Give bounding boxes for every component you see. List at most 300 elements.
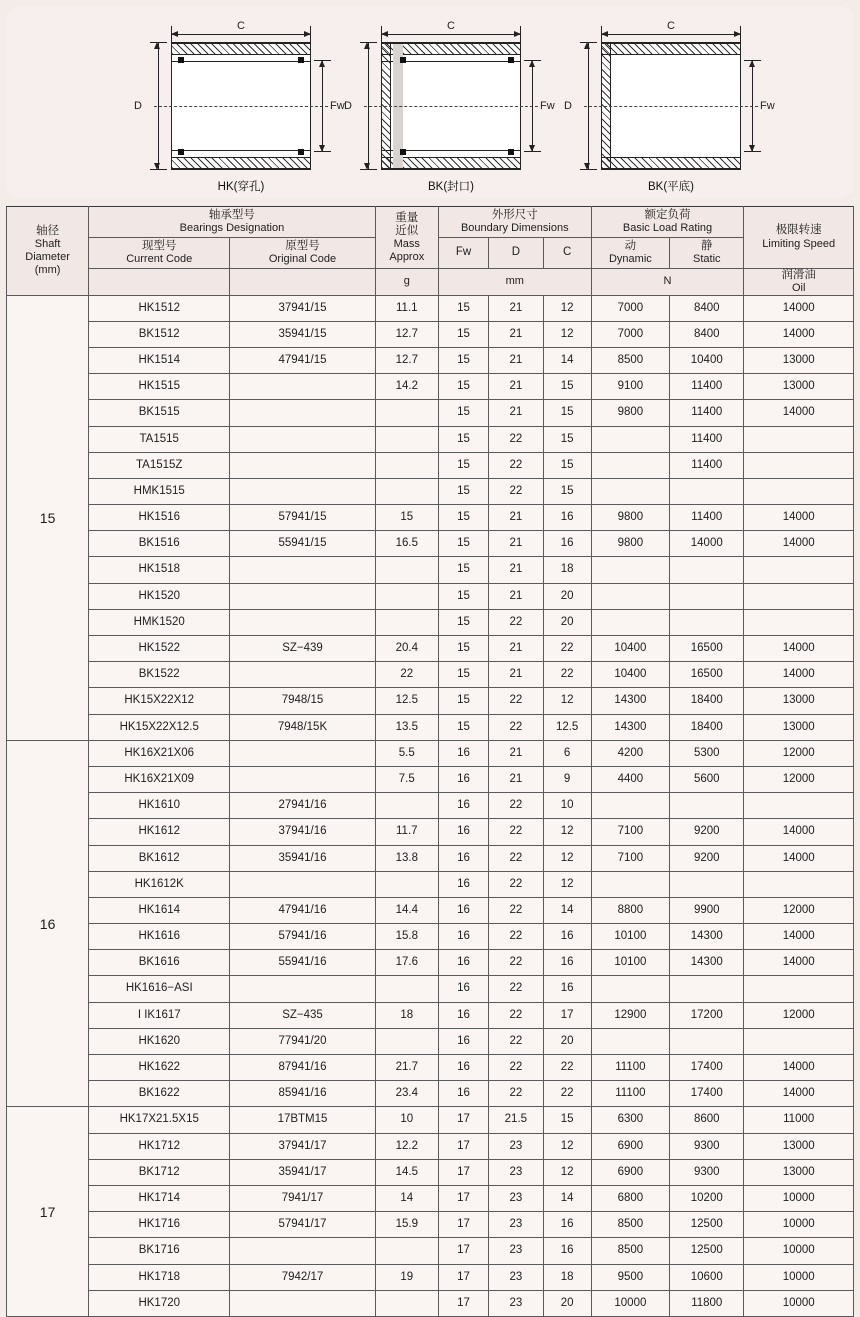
cell-d: 22: [489, 1055, 544, 1081]
table-row: [7, 950, 854, 976]
cell-dynamic-load: 10100: [591, 950, 669, 976]
cell-current-code: HK1716: [89, 1212, 230, 1238]
cell-limiting-speed: 10000: [744, 1238, 854, 1264]
cell-mass: 14.4: [375, 897, 438, 923]
dimension-c: [601, 20, 741, 38]
dimension-d-label: D: [344, 100, 352, 112]
cell-mass: 11.1: [375, 295, 438, 321]
table-row: [7, 452, 854, 478]
table-row: [7, 1133, 854, 1159]
cell-current-code: HK1610: [89, 793, 230, 819]
dimension-fw-label: Fw: [330, 100, 345, 112]
table-body: [7, 295, 854, 1316]
cell-static-load: 17200: [670, 1002, 744, 1028]
cell-original-code: [230, 400, 375, 426]
cell-fw: 16: [438, 819, 488, 845]
cell-limiting-speed: 12000: [744, 740, 854, 766]
cell-dynamic-load: 7000: [591, 295, 669, 321]
cell-limiting-speed: 13000: [744, 1133, 854, 1159]
cell-fw: 16: [438, 740, 488, 766]
cell-current-code: HK1714: [89, 1185, 230, 1211]
cell-mass: 14.2: [375, 374, 438, 400]
dimension-c-label: C: [443, 20, 459, 32]
cell-mass: 22: [375, 662, 438, 688]
table-row: [7, 662, 854, 688]
cell-mass: [375, 426, 438, 452]
cell-limiting-speed: 13000: [744, 714, 854, 740]
cell-c: 15: [543, 426, 591, 452]
cell-original-code: SZ−439: [230, 636, 375, 662]
table-row: [7, 505, 854, 531]
cell-static-load: 12500: [670, 1238, 744, 1264]
cell-mass: 12.7: [375, 347, 438, 373]
cell-fw: 15: [438, 714, 488, 740]
cell-current-code: HK16X21X06: [89, 740, 230, 766]
header-current-code: 现型号 Current Code: [89, 237, 230, 268]
cell-dynamic-load: 4400: [591, 766, 669, 792]
cell-fw: 16: [438, 950, 488, 976]
cell-original-code: [230, 1238, 375, 1264]
cell-dynamic-load: 9100: [591, 374, 669, 400]
cell-mass: 12.7: [375, 321, 438, 347]
dimension-c: [381, 20, 521, 38]
cell-limiting-speed: 13000: [744, 688, 854, 714]
cell-original-code: 35941/15: [230, 321, 375, 347]
cell-current-code: HK15X22X12: [89, 688, 230, 714]
cell-c: 22: [543, 1055, 591, 1081]
table-row: [7, 321, 854, 347]
cell-original-code: 77941/20: [230, 1028, 375, 1054]
table-head: [7, 207, 854, 296]
cell-mass: [375, 583, 438, 609]
cell-dynamic-load: 8500: [591, 1238, 669, 1264]
cell-static-load: [670, 478, 744, 504]
table-row: [7, 1238, 854, 1264]
cell-c: 10: [543, 793, 591, 819]
cell-fw: 16: [438, 871, 488, 897]
table-row: [7, 766, 854, 792]
cell-fw: 15: [438, 321, 488, 347]
cell-c: 12: [543, 819, 591, 845]
cell-current-code: HK1720: [89, 1290, 230, 1316]
cell-current-code: HK1718: [89, 1264, 230, 1290]
cell-current-code: TA1515Z: [89, 452, 230, 478]
cell-dynamic-load: 7100: [591, 845, 669, 871]
cell-dynamic-load: 7000: [591, 321, 669, 347]
header-dynamic: 动 Dynamic: [591, 237, 669, 268]
cell-limiting-speed: 14000: [744, 400, 854, 426]
cell-static-load: 14000: [670, 531, 744, 557]
cell-mass: [375, 1028, 438, 1054]
table-row: [7, 347, 854, 373]
table-row: [7, 897, 854, 923]
cell-original-code: SZ−435: [230, 1002, 375, 1028]
cell-fw: 17: [438, 1264, 488, 1290]
cell-static-load: [670, 1028, 744, 1054]
cell-mass: 10: [375, 1107, 438, 1133]
cell-c: 15: [543, 374, 591, 400]
cell-current-code: HMK1515: [89, 478, 230, 504]
unit-original-code: [230, 268, 375, 295]
figure-bk-flat-bottom: [556, 12, 786, 194]
cell-current-code: HK1515: [89, 374, 230, 400]
cell-c: 22: [543, 662, 591, 688]
cell-original-code: [230, 374, 375, 400]
cell-limiting-speed: 13000: [744, 347, 854, 373]
cell-original-code: 57941/17: [230, 1212, 375, 1238]
cell-mass: [375, 976, 438, 1002]
cell-mass: 15.8: [375, 924, 438, 950]
cell-dynamic-load: [591, 557, 669, 583]
cell-limiting-speed: 13000: [744, 1159, 854, 1185]
cell-static-load: 5600: [670, 766, 744, 792]
cell-limiting-speed: 10000: [744, 1290, 854, 1316]
table-row: [7, 740, 854, 766]
cell-dynamic-load: 8500: [591, 1212, 669, 1238]
header-shaft-diameter: 轴径 Shaft Diameter (mm): [7, 207, 89, 296]
cell-limiting-speed: [744, 557, 854, 583]
cell-c: 12: [543, 1159, 591, 1185]
cell-current-code: HK1620: [89, 1028, 230, 1054]
cell-static-load: [670, 609, 744, 635]
cell-dynamic-load: 10000: [591, 1290, 669, 1316]
cell-limiting-speed: 12000: [744, 897, 854, 923]
cell-d: 22: [489, 871, 544, 897]
cell-d: 22: [489, 793, 544, 819]
header-fw: Fw: [438, 237, 488, 268]
cell-fw: 15: [438, 347, 488, 373]
cell-c: 14: [543, 1185, 591, 1211]
table-row: [7, 400, 854, 426]
cell-mass: [375, 557, 438, 583]
cell-fw: 15: [438, 426, 488, 452]
bearing-section: [171, 42, 311, 170]
cell-dynamic-load: [591, 976, 669, 1002]
cell-fw: 15: [438, 609, 488, 635]
cell-dynamic-load: 14300: [591, 688, 669, 714]
cell-fw: 15: [438, 557, 488, 583]
cell-c: 22: [543, 1081, 591, 1107]
catalog-page: [0, 6, 860, 1309]
cell-c: 20: [543, 609, 591, 635]
cell-fw: 16: [438, 845, 488, 871]
cell-current-code: HK1522: [89, 636, 230, 662]
cell-fw: 15: [438, 452, 488, 478]
table-row: [7, 426, 854, 452]
cell-current-code: BK1622: [89, 1081, 230, 1107]
cell-fw: 16: [438, 1028, 488, 1054]
cell-static-load: [670, 583, 744, 609]
cell-c: 15: [543, 452, 591, 478]
table-row: [7, 1290, 854, 1316]
cell-dynamic-load: 6900: [591, 1159, 669, 1185]
cell-dynamic-load: [591, 1028, 669, 1054]
cell-mass: [375, 1238, 438, 1264]
bearing-section: [381, 42, 521, 170]
shaft-diameter-cell: 16: [7, 740, 89, 1107]
cell-fw: 16: [438, 1002, 488, 1028]
cell-c: 17: [543, 1002, 591, 1028]
cell-d: 21: [489, 740, 544, 766]
cell-limiting-speed: 14000: [744, 1055, 854, 1081]
cell-dynamic-load: [591, 871, 669, 897]
cell-original-code: 47941/16: [230, 897, 375, 923]
table-row: [7, 1055, 854, 1081]
cell-static-load: 9900: [670, 897, 744, 923]
header-bearings-designation: 轴承型号 Bearings Designation: [89, 207, 376, 238]
cell-c: 16: [543, 924, 591, 950]
cell-fw: 15: [438, 531, 488, 557]
cell-fw: 15: [438, 478, 488, 504]
cell-dynamic-load: 9500: [591, 1264, 669, 1290]
cell-c: 20: [543, 583, 591, 609]
cell-static-load: 11800: [670, 1290, 744, 1316]
cell-dynamic-load: 11100: [591, 1081, 669, 1107]
cell-static-load: [670, 976, 744, 1002]
cell-dynamic-load: 12900: [591, 1002, 669, 1028]
cell-current-code: BK1716: [89, 1238, 230, 1264]
table-row: [7, 1107, 854, 1133]
cell-fw: 17: [438, 1159, 488, 1185]
cell-fw: 17: [438, 1238, 488, 1264]
cell-c: 12: [543, 295, 591, 321]
cell-original-code: 87941/16: [230, 1055, 375, 1081]
cell-current-code: HK1516: [89, 505, 230, 531]
cell-mass: 12.2: [375, 1133, 438, 1159]
cell-fw: 15: [438, 374, 488, 400]
header-static: 静 Static: [670, 237, 744, 268]
dimension-c: [171, 20, 311, 38]
cell-original-code: 37941/16: [230, 819, 375, 845]
cell-d: 23: [489, 1238, 544, 1264]
table-row: [7, 636, 854, 662]
cell-mass: 18: [375, 1002, 438, 1028]
cell-limiting-speed: 14000: [744, 845, 854, 871]
cell-limiting-speed: 14000: [744, 662, 854, 688]
cell-limiting-speed: 14000: [744, 924, 854, 950]
cell-fw: 17: [438, 1290, 488, 1316]
cell-fw: 16: [438, 976, 488, 1002]
cell-static-load: 11400: [670, 400, 744, 426]
cell-mass: [375, 452, 438, 478]
cell-dynamic-load: 8500: [591, 347, 669, 373]
header-boundary-dimensions: 外形尺寸 Boundary Dimensions: [438, 207, 591, 238]
cell-original-code: [230, 478, 375, 504]
cell-limiting-speed: 11000: [744, 1107, 854, 1133]
cell-d: 21: [489, 347, 544, 373]
table-row: [7, 819, 854, 845]
cell-fw: 16: [438, 766, 488, 792]
cell-current-code: HK17X21.5X15: [89, 1107, 230, 1133]
cell-mass: 14: [375, 1185, 438, 1211]
cell-dynamic-load: 4200: [591, 740, 669, 766]
cell-current-code: BK1512: [89, 321, 230, 347]
cell-d: 22: [489, 950, 544, 976]
cell-c: 6: [543, 740, 591, 766]
table-row: [7, 793, 854, 819]
cell-c: 14: [543, 897, 591, 923]
cell-limiting-speed: 14000: [744, 950, 854, 976]
cell-static-load: 17400: [670, 1055, 744, 1081]
cell-c: 12: [543, 1133, 591, 1159]
cell-d: 21.5: [489, 1107, 544, 1133]
cell-mass: 15: [375, 505, 438, 531]
cell-limiting-speed: 14000: [744, 505, 854, 531]
cell-d: 21: [489, 321, 544, 347]
cell-static-load: 10200: [670, 1185, 744, 1211]
cell-dynamic-load: [591, 426, 669, 452]
cell-mass: [375, 871, 438, 897]
cell-mass: [375, 793, 438, 819]
cell-current-code: HK16X21X09: [89, 766, 230, 792]
figure-hk-drawn-cup: [126, 12, 356, 194]
cell-dynamic-load: [591, 452, 669, 478]
shaft-diameter-cell: 15: [7, 295, 89, 740]
cell-original-code: [230, 452, 375, 478]
cell-static-load: 18400: [670, 688, 744, 714]
cell-static-load: 8400: [670, 321, 744, 347]
cell-fw: 16: [438, 897, 488, 923]
cell-fw: 15: [438, 583, 488, 609]
cell-d: 21: [489, 374, 544, 400]
cell-dynamic-load: 14300: [591, 714, 669, 740]
cell-c: 20: [543, 1290, 591, 1316]
header-units-row: [7, 268, 854, 295]
cell-static-load: 8600: [670, 1107, 744, 1133]
cell-fw: 16: [438, 1081, 488, 1107]
cell-original-code: [230, 583, 375, 609]
cell-d: 21: [489, 583, 544, 609]
cell-current-code: HMK1520: [89, 609, 230, 635]
dimension-fw-label: Fw: [760, 100, 775, 112]
cell-d: 21: [489, 636, 544, 662]
cell-d: 23: [489, 1290, 544, 1316]
table-row: [7, 295, 854, 321]
cell-current-code: HK1616: [89, 924, 230, 950]
cell-original-code: 37941/17: [230, 1133, 375, 1159]
unit-current-code: [89, 268, 230, 295]
table-row: [7, 688, 854, 714]
cell-d: 21: [489, 295, 544, 321]
cell-limiting-speed: [744, 1028, 854, 1054]
cell-d: 21: [489, 400, 544, 426]
cell-fw: 15: [438, 295, 488, 321]
cell-static-load: 9200: [670, 845, 744, 871]
cell-c: 14: [543, 347, 591, 373]
unit-boundary-mm: mm: [438, 268, 591, 295]
cell-dynamic-load: 6300: [591, 1107, 669, 1133]
cell-limiting-speed: 10000: [744, 1212, 854, 1238]
cell-c: 9: [543, 766, 591, 792]
bearing-spec-table: [6, 206, 854, 1317]
cell-c: 15: [543, 478, 591, 504]
figure-caption: BK(封口): [428, 181, 474, 193]
dimension-d-label: D: [564, 100, 572, 112]
cell-static-load: 11400: [670, 426, 744, 452]
table-row: [7, 924, 854, 950]
cell-original-code: 85941/16: [230, 1081, 375, 1107]
cell-current-code: HK1512: [89, 295, 230, 321]
cell-c: 16: [543, 976, 591, 1002]
cell-current-code: BK1616: [89, 950, 230, 976]
cell-original-code: [230, 426, 375, 452]
cell-mass: [375, 609, 438, 635]
cell-original-code: 55941/15: [230, 531, 375, 557]
cell-current-code: HK1518: [89, 557, 230, 583]
table-row: [7, 1212, 854, 1238]
cell-mass: 13.8: [375, 845, 438, 871]
cell-original-code: 7942/17: [230, 1264, 375, 1290]
cell-fw: 15: [438, 505, 488, 531]
cell-static-load: [670, 793, 744, 819]
header-basic-load-rating: 额定负荷 Basic Load Rating: [591, 207, 744, 238]
cell-static-load: 16500: [670, 662, 744, 688]
cell-d: 22: [489, 478, 544, 504]
cell-dynamic-load: 8800: [591, 897, 669, 923]
cell-c: 12: [543, 871, 591, 897]
cell-static-load: 10600: [670, 1264, 744, 1290]
cell-d: 21: [489, 662, 544, 688]
table-row: [7, 557, 854, 583]
cell-static-load: 9200: [670, 819, 744, 845]
cell-limiting-speed: [744, 583, 854, 609]
unit-mass: g: [375, 268, 438, 295]
cell-mass: 19: [375, 1264, 438, 1290]
cell-original-code: 35941/16: [230, 845, 375, 871]
cell-original-code: 17BTM15: [230, 1107, 375, 1133]
cell-limiting-speed: 13000: [744, 374, 854, 400]
cell-d: 22: [489, 1028, 544, 1054]
cell-original-code: [230, 871, 375, 897]
cell-dynamic-load: [591, 583, 669, 609]
cell-mass: 23.4: [375, 1081, 438, 1107]
cell-mass: 21.7: [375, 1055, 438, 1081]
cell-static-load: 14300: [670, 950, 744, 976]
cell-current-code: HK1616−ASI: [89, 976, 230, 1002]
cell-static-load: [670, 871, 744, 897]
cell-d: 22: [489, 609, 544, 635]
cell-dynamic-load: 9800: [591, 531, 669, 557]
cell-current-code: TA1515: [89, 426, 230, 452]
cell-dynamic-load: 10400: [591, 636, 669, 662]
cell-c: 12: [543, 321, 591, 347]
cell-d: 21: [489, 557, 544, 583]
cell-d: 23: [489, 1212, 544, 1238]
cell-fw: 15: [438, 400, 488, 426]
figure-bk-closed-end: [336, 12, 566, 194]
cell-limiting-speed: 10000: [744, 1264, 854, 1290]
table-row: [7, 478, 854, 504]
cell-d: 21: [489, 531, 544, 557]
header-original-code: 原型号 Original Code: [230, 237, 375, 268]
cell-static-load: 11400: [670, 374, 744, 400]
dimension-fw-label: Fw: [540, 100, 555, 112]
cell-mass: 17.6: [375, 950, 438, 976]
cell-original-code: 27941/16: [230, 793, 375, 819]
cell-dynamic-load: 9800: [591, 400, 669, 426]
table-row: [7, 1159, 854, 1185]
cell-dynamic-load: 11100: [591, 1055, 669, 1081]
table-row: [7, 1002, 854, 1028]
cell-mass: 15.9: [375, 1212, 438, 1238]
bearing-diagrams: [6, 6, 854, 198]
cell-mass: 5.5: [375, 740, 438, 766]
cell-original-code: [230, 1290, 375, 1316]
cell-limiting-speed: [744, 976, 854, 1002]
header-c: C: [543, 237, 591, 268]
cell-current-code: HK1520: [89, 583, 230, 609]
table-row: [7, 1028, 854, 1054]
